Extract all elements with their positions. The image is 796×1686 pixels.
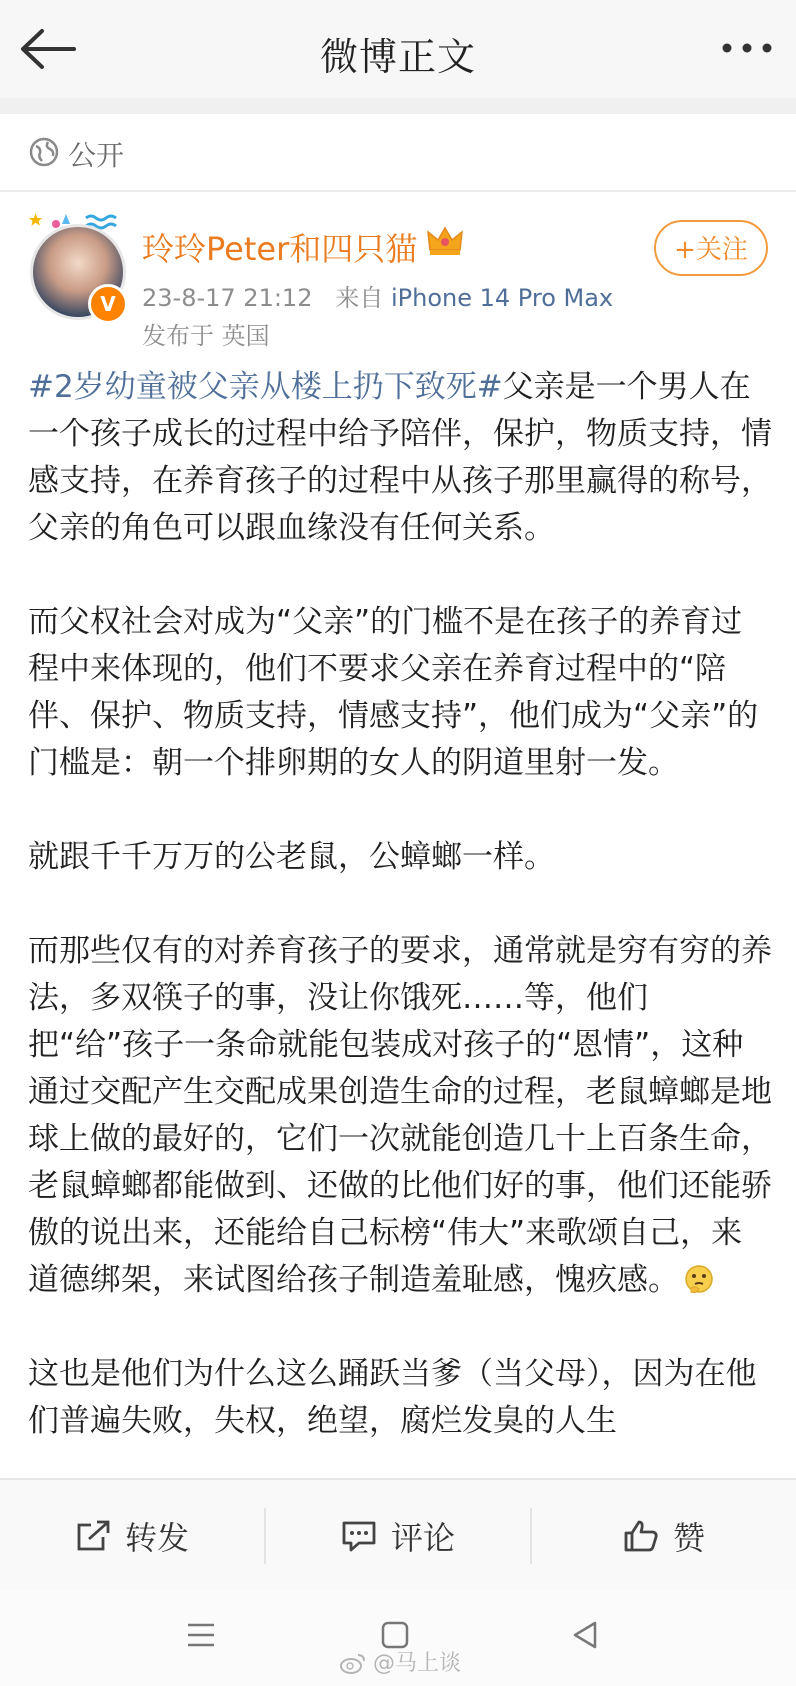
post-paragraph: 而父权社会对成为“父亲”的门槛不是在孩子的养育过程中来体现的，他们不要求父亲在养育过程中的“陪伴、保护、物质支持，情感支持”，他们成为“父亲”的门槛是：朝一个排卵期的女人的阴道里射一发。 [28, 604, 759, 781]
post-meta [142, 278, 613, 313]
watermark [340, 1646, 461, 1677]
page-title: 微博正文 [319, 35, 476, 79]
like-label: 赞 [672, 1519, 705, 1557]
section-divider [0, 98, 796, 114]
weibo-logo-icon [340, 1652, 366, 1674]
menu-icon[interactable] [186, 1620, 216, 1650]
post-paragraph: 这也是他们为什么这么踊跃当爹（当父母），因为在他们普遍失败，失权，绝望，腐烂发臭的人生 [28, 1356, 757, 1439]
topic-link[interactable]: #2岁幼童被父亲从楼上扔下致死# [28, 369, 503, 405]
comment-label: 评论 [390, 1519, 455, 1557]
crown-icon [426, 224, 464, 258]
post-header [0, 192, 796, 352]
top-nav-bar [0, 0, 796, 98]
author-name[interactable]: 玲玲Peter和四只猫 [142, 230, 418, 268]
comment-icon [341, 1519, 377, 1553]
paragraph-text: 而那些仅有的对养育孩子的要求，通常就是穷有穷的养法，多双筷子的事，没让你饿死……等，他们把“给”孩子一条命就能包装成对孩子的“恩情”，这种通过交配产生交配成果创造生命的过程，老鼠蟑螂是地球上做的最好的，它们一次就能创造几十上百条生命，老鼠蟑螂都能做到、还做的比他们好的事，他们还能骄傲的说出来，还能给自己标榜“伟大”来歌颂自己，来道德绑架，来试图给孩子制造羞耻感，愧疚感。 [28, 933, 772, 1298]
avatar[interactable] [26, 210, 130, 314]
visibility-label: 公开 [68, 139, 125, 172]
watermark-text: @马上谈 [373, 1651, 462, 1676]
verified-badge-icon: V [88, 284, 128, 324]
post-paragraph: 就跟千千万万的公老鼠，公蟑螂一样。 [28, 839, 555, 875]
post-paragraph [28, 928, 772, 1304]
thinking-face-icon [683, 1264, 715, 1296]
more-options-icon[interactable] [720, 40, 774, 56]
source-label: 来自 [335, 284, 384, 312]
repost-label: 转发 [124, 1519, 189, 1557]
comment-button[interactable] [266, 1480, 530, 1592]
repost-icon [75, 1519, 111, 1553]
globe-icon [28, 136, 60, 168]
back-triangle-icon[interactable] [570, 1620, 600, 1650]
post-content [28, 364, 772, 1478]
thumbs-up-icon [623, 1519, 659, 1553]
like-button[interactable] [532, 1480, 796, 1592]
post-location: 发布于 英国 [142, 322, 270, 350]
visibility-row [0, 114, 796, 192]
post-time: 23-8-17 21:12 [142, 284, 313, 312]
paragraph-text: 父亲是一个男人在一个孩子成长的过程中给予陪伴，保护，物质支持，情感支持，在养育孩子的过程中从孩子那里赢得的称号，父亲的角色可以跟血缘没有任何关系。 [28, 369, 772, 546]
system-nav-bar [0, 1590, 796, 1686]
repost-button[interactable] [0, 1480, 264, 1592]
post-action-bar [0, 1478, 796, 1592]
source-device[interactable]: iPhone 14 Pro Max [391, 284, 614, 312]
follow-button[interactable]: +关注 [654, 220, 768, 276]
post-paragraph [28, 364, 772, 552]
